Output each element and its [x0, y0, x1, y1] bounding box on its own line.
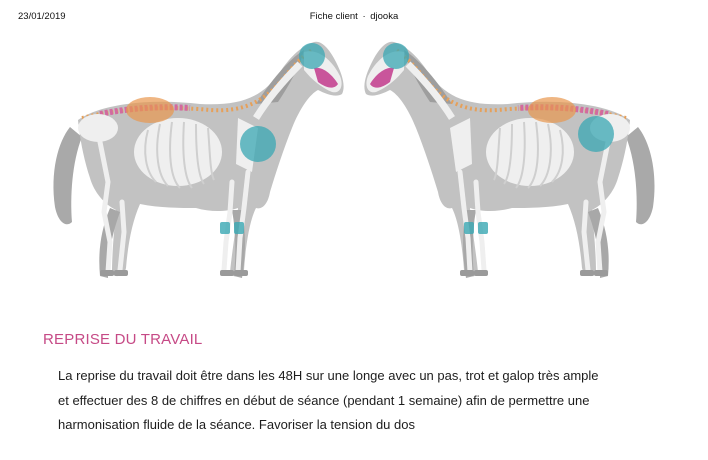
header-separator: · [362, 11, 366, 22]
left-horse-skeleton [53, 42, 343, 278]
section-title: REPRISE DU TRAVAIL [43, 331, 203, 348]
paragraph-line: et effectuer des 8 de chiffres en début de séance (pendant 1 semaine) afin de permettre une [58, 392, 590, 408]
paragraph-line: La reprise du travail doit être dans les 48H sur une longe avec un pas, trot et galop très ample [58, 368, 599, 383]
right-horse-poll-highlight [383, 43, 409, 69]
header-date: 23/01/2019 [18, 11, 66, 22]
header-title [0, 11, 708, 22]
left-horse-poll-highlight [299, 43, 325, 69]
right-horse-skeleton [364, 42, 654, 278]
left-horse-shoulder-highlight [240, 126, 276, 162]
header-doc-title: Fiche client [309, 11, 358, 22]
paragraph-line: harmonisation fluide de la séance. Favoriser la tension du dos [58, 417, 415, 432]
left-horse-lumbar-highlight [126, 97, 174, 123]
recommendation-paragraph [58, 364, 678, 438]
header-client-name: djooka [370, 11, 399, 22]
right-horse-hip-highlight [578, 116, 614, 152]
horse-anatomy-figure [0, 30, 708, 292]
right-horse-lumbar-highlight [528, 97, 576, 123]
